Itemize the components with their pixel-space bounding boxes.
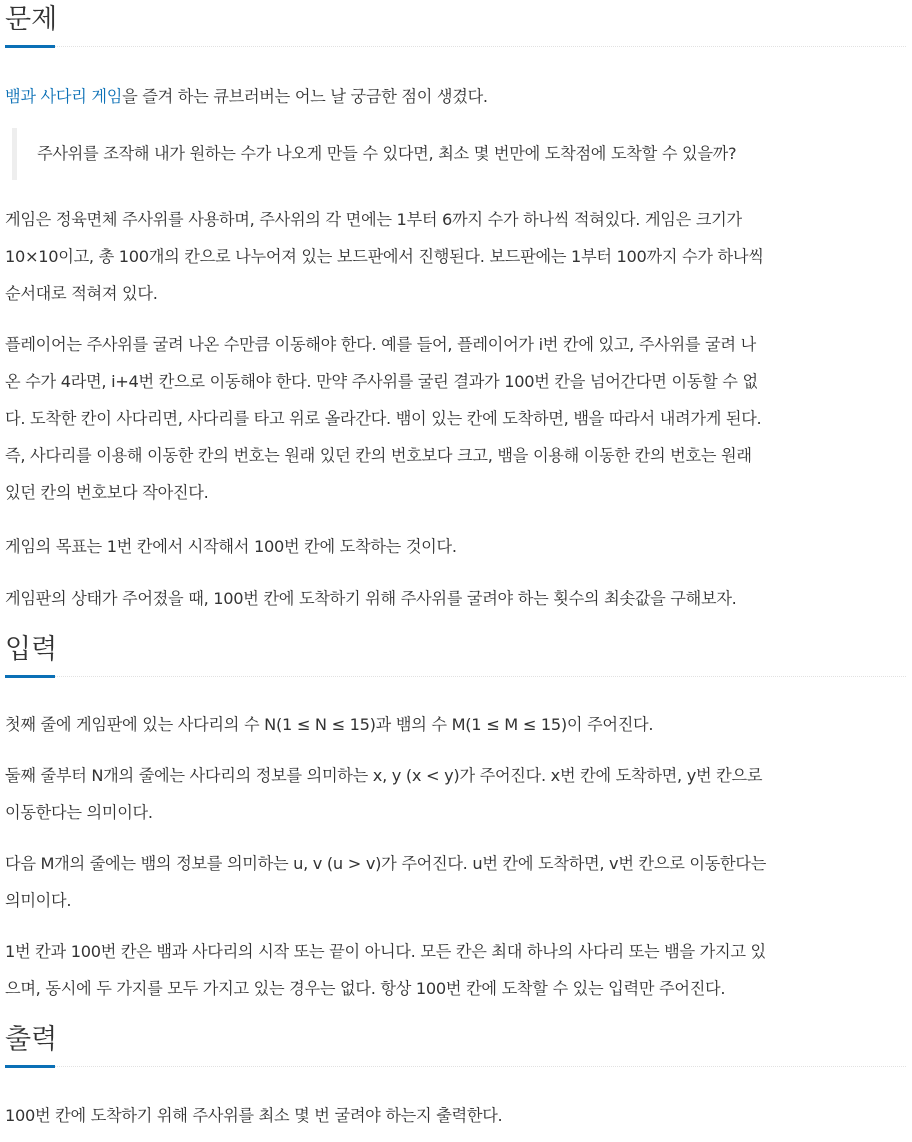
output-title: 출력 (5, 1024, 58, 1055)
input-paragraph-1: 첫째 줄에 게임판에 있는 사다리의 수 N(1 ≤ N ≤ 15)과 뱀의 수 M(1 ≤ M ≤ 15)이 주어진다. (5, 715, 654, 734)
problem-title: 문제 (5, 4, 58, 35)
problem-intro (5, 78, 905, 115)
heading-accent-bar (5, 675, 55, 678)
paragraph-line: 플레이어는 주사위를 굴려 나온 수만큼 이동해야 한다. 예를 들어, 플레이어가 i번 칸에 있고, 주사위를 굴려 나 (5, 335, 756, 354)
problem-paragraph-4: 게임판의 상태가 주어졌을 때, 100번 칸에 도착하기 위해 주사위를 굴려야 하는 횟수의 최솟값을 구해보자. (5, 589, 737, 608)
paragraph-line: 10×10이고, 총 100개의 칸으로 나누어져 있는 보드판에서 진행된다. 보드판에는 1부터 100까지 수가 하나씩 (5, 247, 764, 266)
paragraph-line: 다음 M개의 줄에는 뱀의 정보를 의미하는 u, v (u > v)가 주어진다. u번 칸에 도착하면, v번 칸으로 이동한다는 (5, 854, 767, 873)
paragraph-line: 온 수가 4라면, i+4번 칸으로 이동해야 한다. 만약 주사위를 굴린 결과가 100번 칸을 넘어간다면 이동할 수 없 (5, 372, 758, 391)
heading-divider (5, 1066, 906, 1067)
snake-ladder-link[interactable]: 뱀과 사다리 게임 (5, 87, 123, 106)
problem-paragraph-2 (5, 326, 905, 511)
output-paragraph-1: 100번 칸에 도착하기 위해 주사위를 최소 몇 번 굴려야 하는지 출력한다. (5, 1106, 503, 1125)
paragraph-line: 있던 칸의 번호보다 작아진다. (5, 483, 209, 502)
heading-divider (5, 46, 906, 47)
paragraph-line: 순서대로 적혀져 있다. (5, 284, 158, 303)
paragraph-line: 의미이다. (5, 891, 72, 910)
paragraph-line: 이동한다는 의미이다. (5, 803, 153, 822)
problem-paragraph-1 (5, 201, 905, 312)
input-paragraph-2 (5, 757, 905, 831)
input-heading (0, 630, 906, 670)
paragraph-line: 으며, 동시에 두 가지를 모두 가지고 있는 경우는 없다. 항상 100번 칸에 도착할 수 있는 입력만 주어진다. (5, 979, 726, 998)
problem-quote-text: 주사위를 조작해 내가 원하는 수가 나오게 만들 수 있다면, 최소 몇 번만에 도착점에 도착할 수 있을까? (37, 144, 737, 163)
paragraph-line: 1번 칸과 100번 칸은 뱀과 사다리의 시작 또는 끝이 아니다. 모든 칸은 최대 하나의 사다리 또는 뱀을 가지고 있 (5, 942, 766, 961)
problem-heading (0, 0, 906, 40)
problem-paragraph-3: 게임의 목표는 1번 칸에서 시작해서 100번 칸에 도착하는 것이다. (5, 537, 457, 556)
paragraph-line: 다. 도착한 칸이 사다리면, 사다리를 타고 위로 올라간다. 뱀이 있는 칸에 도착하면, 뱀을 따라서 내려가게 된다. (5, 409, 762, 428)
paragraph-line: 게임은 정육면체 주사위를 사용하며, 주사위의 각 면에는 1부터 6까지 수가 하나씩 적혀있다. 게임은 크기가 (5, 210, 742, 229)
heading-divider (5, 676, 906, 677)
paragraph-line: 둘째 줄부터 N개의 줄에는 사다리의 정보를 의미하는 x, y (x < y)가 주어진다. x번 칸에 도착하면, y번 칸으로 (5, 766, 763, 785)
output-heading (0, 1020, 906, 1060)
problem-quote (12, 128, 907, 180)
problem-intro-text: 을 즐겨 하는 큐브러버는 어느 날 궁금한 점이 생겼다. (122, 87, 488, 106)
heading-accent-bar (5, 45, 55, 48)
input-paragraph-3 (5, 845, 905, 919)
input-title: 입력 (5, 634, 58, 665)
paragraph-line: 즉, 사다리를 이용해 이동한 칸의 번호는 원래 있던 칸의 번호보다 크고, 뱀을 이용해 이동한 칸의 번호는 원래 (5, 446, 752, 465)
heading-accent-bar (5, 1065, 55, 1068)
input-paragraph-4 (5, 933, 905, 1007)
